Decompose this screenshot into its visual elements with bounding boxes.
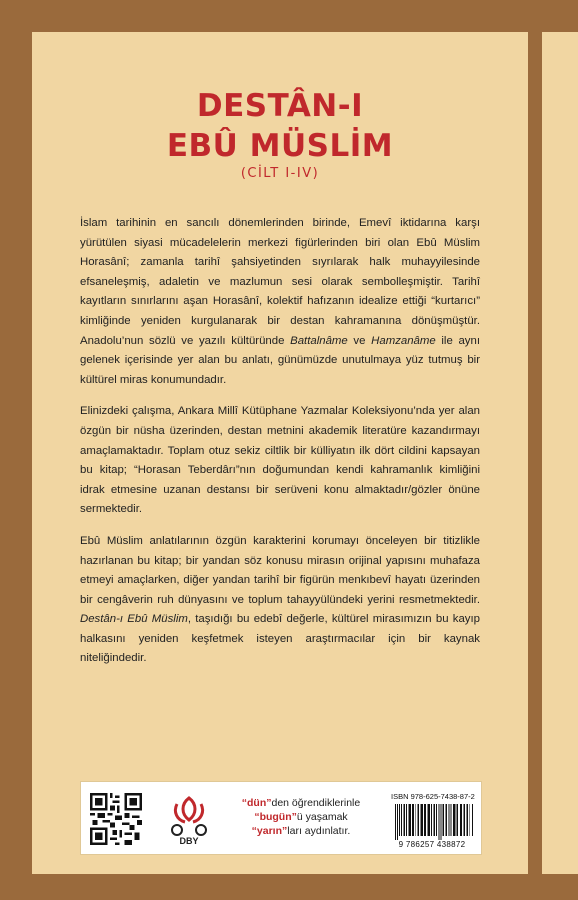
- footer-box: [80, 781, 482, 855]
- publisher-logo-icon: [167, 794, 211, 846]
- next-cover-edge: [542, 32, 578, 874]
- back-cover: [32, 32, 528, 874]
- blurb-paragraph-3: Ebû Müslim anlatılarının özgün karakterini korumayı önceleyen bir titizlikle hazırlanan bu kitap; bir yandan söz konusu mirasın orijinal yapısını muhafaza etmeyi amaçlarken, diğer yandan tarihî bir figürün menkıbevî hayatı üzerinden bir cengâverin ruh dünyasını ve toplum tahayyülündeki yerini resmetmektedir. Destân-ı Ebû Müslim, taşıdığı bu edebî değerle, kültürel mirasımızın bu kayıp halkasını yeniden keşfetmek isteyen araştırmacılar için bir kaynak niteliğindedir.: [80, 534, 480, 665]
- barcode-number: 9 786257 438872: [398, 840, 466, 849]
- blurb: [80, 214, 480, 681]
- svg-text:DBY: DBY: [179, 836, 199, 846]
- isbn-label: ISBN 978-625-7438-87-2: [391, 792, 475, 801]
- blurb-paragraph-1: İslam tarihinin en sancılı dönemlerinden birinde, Emevî iktidarına karşı yürütülen siyasi mücadelelerin merkezi figürlerinden biri olan Ebû Müslim Horasânî; zamanla tarihî şahsiyetinden sıyrılarak halk muhayyilesinde efsaneleşmiş, adaletin ve mazlumun sesi olarak sembolleşmiştir. Tarihî kayıtların sınırlarını aşan Horasânî, kolektif hafızanın idealize ettiği “kurtarıcı” kimliğinde yeniden kurgulanarak bir destan kahramanına dönüşmüştür. Anadolu’nun sözlü ve yazılı kültüründe Battalnâme ve Hamzanâme ile aynı gelenek içerisinde yer alan bu anlatı, günümüzde unutulmaya yüz tutmuş bir kültürel miras konumundadır.: [80, 217, 480, 386]
- barcode-icon: [393, 804, 473, 840]
- qr-code-icon: [90, 793, 142, 845]
- book-subtitle: (CİLT I-IV): [240, 166, 320, 181]
- book-title-line1: DESTÂN-I: [196, 88, 364, 124]
- publisher-slogan: “dün”den öğrendiklerinle “bugün”ü yaşamak “yarın”ları aydınlatır.: [241, 797, 361, 837]
- book-title-line2: EBÛ MÜSLİM: [166, 128, 394, 164]
- blurb-paragraph-2: Elinizdeki çalışma, Ankara Millî Kütüphane Yazmalar Koleksiyonu’nda yer alan özgün bir nüsha üzerinden, destan metnini akademik literatüre kazandırmayı amaçlamaktadır. Toplam otuz sekiz ciltlik bir külliyatın ilk dört cildini kapsayan bu kitap; “Horasan Teberdârı”nın doğumundan kendi kahramanlık kimliğini idrak etmesine uzanan destansı bir serüveni konu almaktadır/gözler önüne sermektedir.: [80, 405, 480, 516]
